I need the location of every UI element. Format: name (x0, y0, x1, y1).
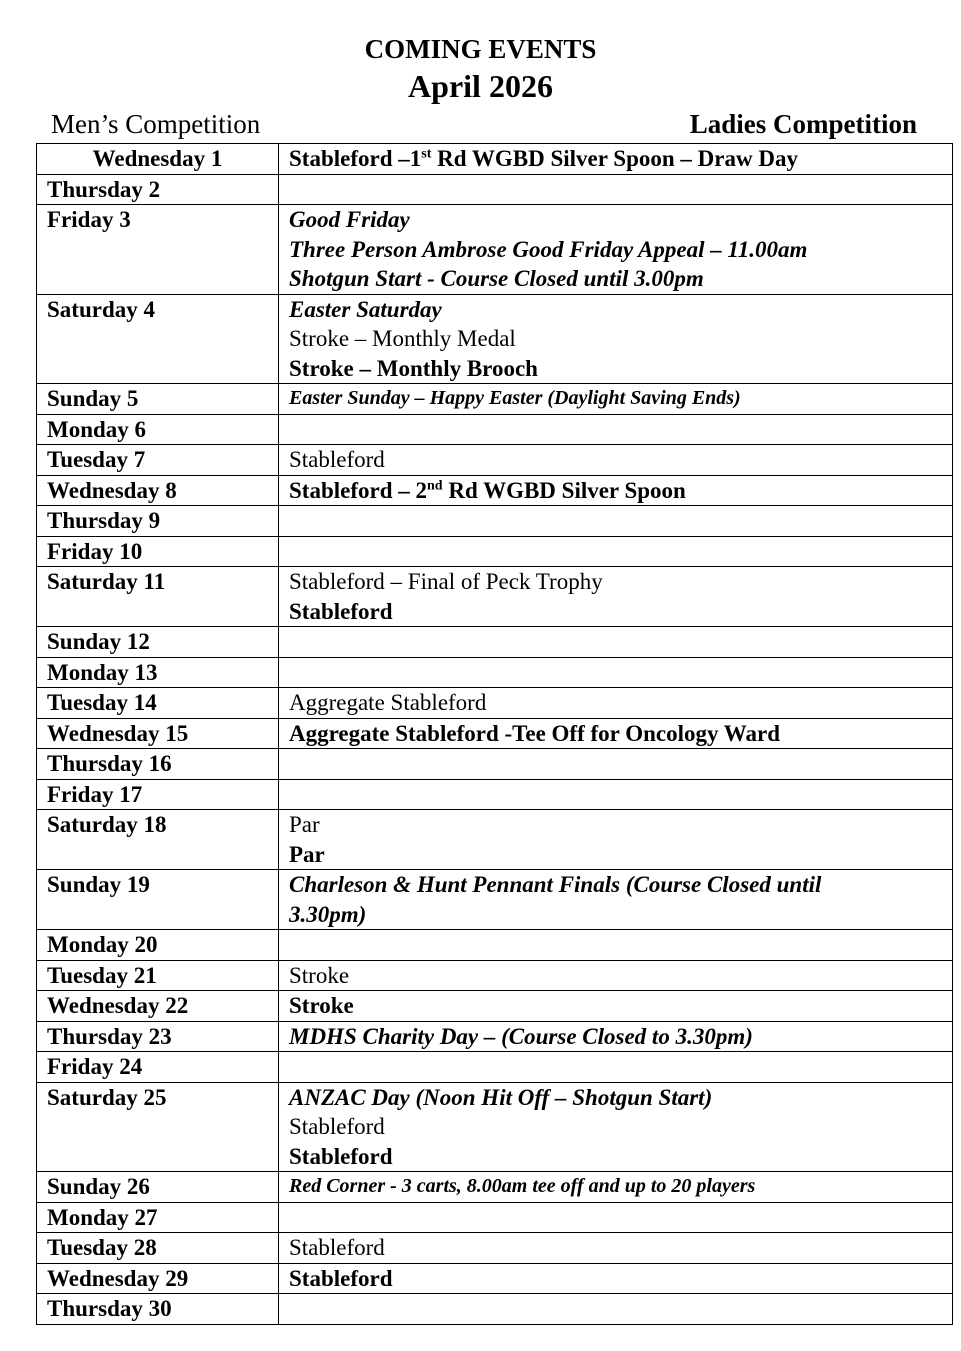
event-cell (279, 445, 953, 476)
day-label: Tuesday 7 (37, 445, 279, 476)
day-label: Sunday 5 (37, 384, 279, 415)
day-label: Saturday 4 (37, 294, 279, 384)
event-line: Stableford (289, 1235, 385, 1260)
day-label: Wednesday 15 (37, 718, 279, 749)
event-row (37, 1172, 953, 1203)
mens-competition-label: Men’s Competition (51, 109, 261, 139)
event-row (37, 205, 953, 295)
event-cell (279, 567, 953, 627)
event-line: Stableford (289, 598, 393, 624)
event-row (37, 1021, 953, 1052)
event-line (289, 144, 942, 174)
page-title: COMING EVENTS (364, 34, 597, 64)
event-cell (279, 960, 953, 991)
event-row (37, 627, 953, 658)
day-label: Thursday 2 (37, 174, 279, 205)
day-label: Sunday 19 (37, 870, 279, 930)
day-label: Monday 20 (37, 930, 279, 961)
day-label: Monday 27 (37, 1202, 279, 1233)
event-line: Stableford (289, 1265, 393, 1291)
event-line: Stableford (289, 447, 385, 472)
event-line: Stableford (289, 1114, 385, 1139)
event-row (37, 870, 953, 930)
day-label: Tuesday 28 (37, 1233, 279, 1264)
event-cell (279, 810, 953, 870)
event-cell (279, 414, 953, 445)
event-cell (279, 1233, 953, 1264)
day-label: Saturday 11 (37, 567, 279, 627)
event-cell (279, 1294, 953, 1325)
event-line: Par (289, 841, 325, 867)
day-label: Wednesday 1 (37, 144, 279, 175)
ordinal-suffix: nd (427, 477, 443, 493)
day-label: Thursday 23 (37, 1021, 279, 1052)
event-row (37, 384, 953, 415)
day-label: Tuesday 21 (37, 960, 279, 991)
event-line: Easter Saturday (289, 296, 442, 322)
event-line: Good Friday (289, 207, 410, 232)
event-cell (279, 870, 953, 930)
event-row (37, 749, 953, 780)
event-line: 3.30pm) (289, 901, 367, 927)
event-line: Three Person Ambrose Good Friday Appeal – 11.00am (289, 236, 808, 262)
day-label: Wednesday 22 (37, 991, 279, 1022)
month-title: April 2026 (408, 68, 553, 104)
event-text: Stableford – 2 (289, 477, 427, 503)
event-row (37, 475, 953, 506)
event-cell (279, 384, 953, 415)
event-row (37, 688, 953, 719)
event-cell (279, 1202, 953, 1233)
day-label: Sunday 12 (37, 627, 279, 658)
event-cell (279, 718, 953, 749)
day-label: Saturday 25 (37, 1082, 279, 1172)
event-cell (279, 506, 953, 537)
event-row (37, 174, 953, 205)
event-row (37, 1052, 953, 1083)
event-row (37, 536, 953, 567)
event-row (37, 445, 953, 476)
event-cell (279, 174, 953, 205)
event-cell (279, 657, 953, 688)
event-cell (279, 991, 953, 1022)
event-cell (279, 779, 953, 810)
event-line: Shotgun Start - Course Closed until 3.00pm (289, 266, 704, 291)
day-label: Thursday 30 (37, 1294, 279, 1325)
event-cell (279, 205, 953, 295)
event-line: Easter Sunday – Happy Easter (Daylight Saving Ends) (289, 387, 741, 409)
event-row (37, 144, 953, 175)
ladies-competition-label: Ladies Competition (689, 109, 917, 139)
event-line: MDHS Charity Day – (Course Closed to 3.30pm) (289, 1023, 753, 1049)
event-cell (279, 1082, 953, 1172)
event-row (37, 294, 953, 384)
day-label: Saturday 18 (37, 810, 279, 870)
event-row (37, 506, 953, 537)
day-label: Thursday 9 (37, 506, 279, 537)
event-row (37, 567, 953, 627)
event-row (37, 1202, 953, 1233)
day-label: Wednesday 8 (37, 475, 279, 506)
event-line: Stroke – Monthly Brooch (289, 355, 538, 381)
day-label: Friday 3 (37, 205, 279, 295)
event-line: Par (289, 812, 320, 837)
event-line: Stroke – Monthly Medal (289, 326, 516, 351)
event-cell (279, 1263, 953, 1294)
day-label: Monday 6 (37, 414, 279, 445)
event-text: Rd WGBD Silver Spoon – Draw Day (431, 146, 798, 171)
event-row (37, 718, 953, 749)
event-line: Stableford – Final of Peck Trophy (289, 569, 603, 594)
event-row (37, 779, 953, 810)
event-cell (279, 627, 953, 658)
event-row (37, 991, 953, 1022)
event-row (37, 810, 953, 870)
event-row (37, 1263, 953, 1294)
event-cell (279, 144, 953, 175)
event-line: Charleson & Hunt Pennant Finals (Course Closed until (289, 872, 822, 897)
event-line: Aggregate Stableford -Tee Off for Oncology Ward (289, 720, 781, 746)
event-row (37, 1233, 953, 1264)
event-cell (279, 1172, 953, 1203)
event-cell (279, 1021, 953, 1052)
event-line: Aggregate Stableford (289, 690, 487, 715)
event-cell (279, 294, 953, 384)
day-label: Friday 10 (37, 536, 279, 567)
day-label: Monday 13 (37, 657, 279, 688)
event-line: Stroke (289, 962, 350, 988)
day-label: Friday 24 (37, 1052, 279, 1083)
event-cell (279, 930, 953, 961)
event-line: Stroke (289, 993, 354, 1018)
event-cell (279, 1052, 953, 1083)
event-text: Rd WGBD Silver Spoon (442, 477, 686, 503)
event-line: Stableford (289, 1143, 393, 1169)
event-line: ANZAC Day (Noon Hit Off – Shotgun Start) (289, 1084, 713, 1110)
event-cell (279, 536, 953, 567)
event-cell (279, 688, 953, 719)
event-cell (279, 749, 953, 780)
event-text: Stableford –1 (289, 146, 422, 171)
event-row (37, 1082, 953, 1172)
event-row (37, 414, 953, 445)
day-label: Sunday 26 (37, 1172, 279, 1203)
event-line: Red Corner - 3 carts, 8.00am tee off and up to 20 players (289, 1175, 756, 1197)
event-row (37, 657, 953, 688)
event-line (289, 476, 942, 506)
day-label: Wednesday 29 (37, 1263, 279, 1294)
ordinal-suffix: st (421, 146, 432, 162)
day-label: Friday 17 (37, 779, 279, 810)
day-label: Thursday 16 (37, 749, 279, 780)
event-row (37, 960, 953, 991)
event-row (37, 1294, 953, 1325)
events-table (36, 143, 953, 1325)
day-label: Tuesday 14 (37, 688, 279, 719)
event-row (37, 930, 953, 961)
event-cell (279, 475, 953, 506)
